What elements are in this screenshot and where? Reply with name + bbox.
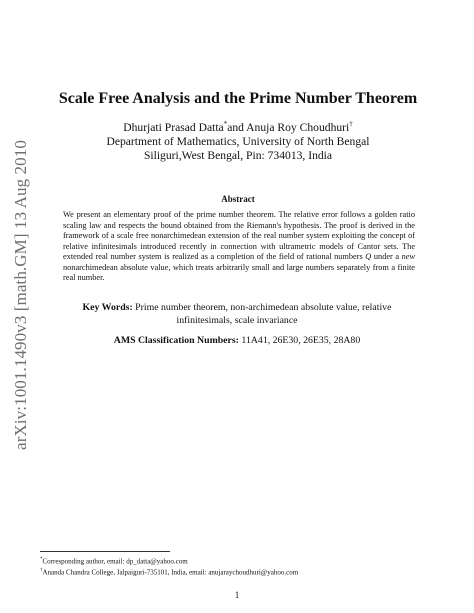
arxiv-id: arXiv:1001.1490v3 [math.GM] 13 Aug 2010 — [11, 140, 30, 450]
paper-title: Scale Free Analysis and the Prime Number Theorem — [58, 90, 418, 107]
abstract-heading: Abstract — [221, 194, 255, 204]
author-second-footnote-mark: † — [349, 120, 353, 128]
ams-classification — [58, 335, 416, 346]
keywords-text: Prime number theorem, non-archimedean absolute value, relative infinitesimals, scale invariance — [135, 302, 392, 326]
author-block — [60, 117, 416, 163]
abstract-text-part2: under a — [373, 252, 400, 261]
footnote-mark-second: † — [40, 568, 43, 574]
footnotes — [40, 555, 440, 578]
abstract-q-symbol: Q — [365, 252, 372, 261]
arxiv-stamp — [4, 130, 38, 460]
footnote-second-author-text: Ananda Chandra College, Jalpaiguri-735101, India, email: anujaraychoudhuri@yahoo.com — [42, 568, 299, 577]
abstract-text-part3: nonarchimedean absolute value, which treats arbitrarily small and large numbers separately from a finite real number. — [63, 262, 415, 282]
author-names — [60, 117, 416, 135]
author-address: Siliguri,West Bengal, Pin: 734013, India — [143, 148, 333, 162]
author-first: Dhurjati Prasad Datta — [123, 120, 224, 134]
footnote-corresponding — [40, 555, 440, 566]
footnote-corresponding-text: Corresponding author, email: dp_datta@yahoo.com — [42, 557, 188, 566]
author-first-footnote-mark: * — [223, 120, 228, 128]
abstract-text — [63, 210, 415, 284]
author-department: Department of Mathematics, University of North Bengal — [106, 134, 370, 148]
footnote-mark-first: * — [40, 557, 43, 562]
abstract-new-word: new — [401, 252, 416, 261]
keywords — [58, 301, 416, 327]
abstract-text-part1: We present an elementary proof of the prime number theorem. The relative error follows a golden ratio scaling law and respects the bound obtained from the Riemann's hypothesis. The proof is derived in the framework of a scale free nonarchimedean extension of the real number system exploiting the concept of relative infinitesimals introduced recently in connection with ultrametric models of Cantor sets. The extended real number system is realized as a completion of the field of rational numbers — [63, 210, 415, 261]
footnote-divider — [40, 551, 170, 552]
ams-label: AMS Classification Numbers: — [113, 335, 239, 346]
page-number: 1 — [234, 590, 240, 600]
keywords-label: Key Words: — [82, 302, 133, 313]
footnote-second-author — [40, 566, 440, 577]
ams-numbers: 11A41, 26E30, 26E35, 28A80 — [241, 335, 361, 346]
author-second: and Anuja Roy Choudhuri — [227, 120, 350, 134]
